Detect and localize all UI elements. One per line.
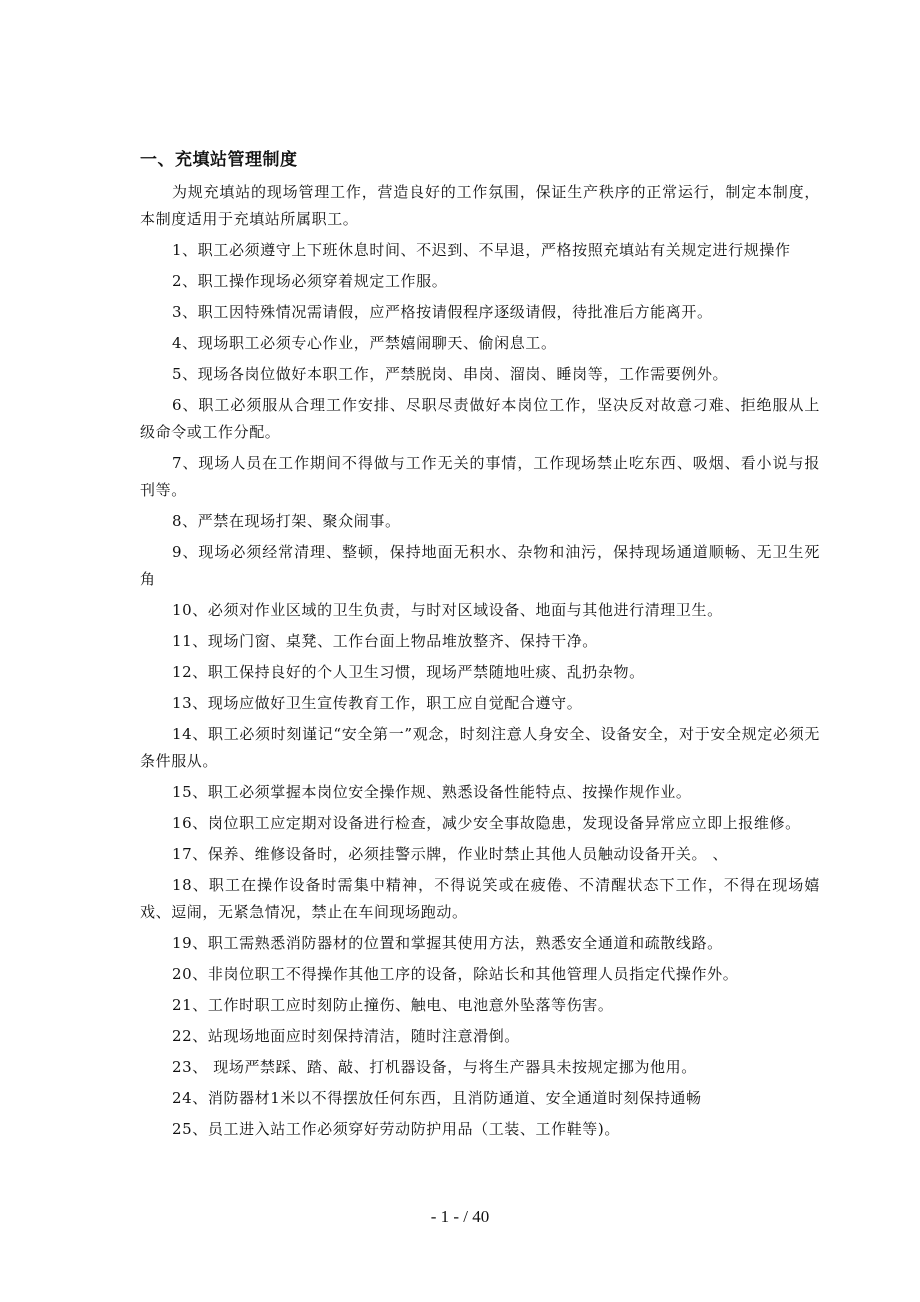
- rule-item: 20、非岗位职工不得操作其他工序的设备，除站长和其他管理人员指定代操作外。: [172, 965, 739, 983]
- rule-item: 14、职工必须时刻谨记“安全第一”观念，时刻注意人身安全、设备安全，对于安全规定必须无条件服从。: [140, 725, 820, 770]
- rule-item: 18、职工在操作设备时需集中精神，不得说笑或在疲倦、不清醒状态下工作，不得在现场嬉戏、逗闹，无紧急情况，禁止在车间现场跑动。: [140, 876, 820, 921]
- rule-item: 23、 现场严禁踩、踏、敲、打机器设备，与将生产器具未按规定挪为他用。: [172, 1058, 697, 1076]
- section-heading: 一、充填站管理制度: [140, 150, 298, 170]
- rule-item: 12、职工保持良好的个人卫生习惯，现场严禁随地吐痰、乱扔杂物。: [172, 663, 645, 681]
- rule-item: 25、员工进入站工作必须穿好劳动防护用品（工装、工作鞋等)。: [172, 1120, 620, 1138]
- page-number: - 1 - / 40: [430, 1207, 490, 1226]
- rule-item: 6、职工必须服从合理工作安排、尽职尽责做好本岗位工作，坚决反对故意刁难、拒绝服从上级命令或工作分配。: [140, 396, 820, 441]
- rule-item: 5、现场各岗位做好本职工作，严禁脱岗、串岗、溜岗、睡岗等，工作需要例外。: [172, 365, 729, 383]
- rule-item: 22、站现场地面应时刻保持清洁，随时注意滑倒。: [172, 1027, 520, 1045]
- rule-item: 7、现场人员在工作期间不得做与工作无关的事情，工作现场禁止吃东西、吸烟、看小说与报刊等。: [140, 454, 820, 499]
- rule-item: 11、现场门窗、桌凳、工作台面上物品堆放整齐、保持干净。: [172, 632, 598, 650]
- rule-item: 1、职工必须遵守上下班休息时间、不迟到、不早退，严格按照充填站有关规定进行规操作: [172, 241, 791, 259]
- rule-item: 3、职工因特殊情况需请假，应严格按请假程序逐级请假，待批准后方能离开。: [172, 303, 713, 321]
- rule-item: 10、必须对作业区域的卫生负责，与时对区域设备、地面与其他进行清理卫生。: [172, 601, 723, 619]
- rule-item: 9、现场必须经常清理、整顿，保持地面无积水、杂物和油污，保持现场通道顺畅、无卫生死角: [140, 543, 820, 588]
- rule-item: 17、保养、维修设备时，必须挂警示牌，作业时禁止其他人员触动设备开关。 、: [172, 845, 729, 863]
- intro-paragraph: 为规充填站的现场管理工作，营造良好的工作氛围，保证生产秩序的正常运行，制定本制度，本制度适用于充填站所属职工。: [140, 183, 820, 228]
- rule-item: 24、消防器材1米以不得摆放任何东西，且消防通道、安全通道时刻保持通畅: [172, 1089, 702, 1107]
- rule-item: 13、现场应做好卫生宣传教育工作，职工应自觉配合遵守。: [172, 694, 583, 712]
- rule-item: 2、职工操作现场必须穿着规定工作服。: [172, 272, 448, 290]
- rule-item: 19、职工需熟悉消防器材的位置和掌握其使用方法，熟悉安全通道和疏散线路。: [172, 934, 723, 952]
- document-body: [140, 147, 820, 1147]
- rule-item: 16、岗位职工应定期对设备进行检查，减少安全事故隐患，发现设备异常应立即上报维修。: [172, 814, 801, 832]
- rule-item: 8、严禁在现场打架、聚众闹事。: [172, 512, 401, 530]
- rule-item: 15、职工必须掌握本岗位安全操作规、熟悉设备性能特点、按操作规作业。: [172, 783, 692, 801]
- rule-item: 4、现场职工必须专心作业，严禁嬉闹聊天、偷闲息工。: [172, 334, 557, 352]
- rule-item: 21、工作时职工应时刻防止撞伤、触电、电池意外坠落等伤害。: [172, 996, 614, 1014]
- rules-list: [140, 237, 820, 1143]
